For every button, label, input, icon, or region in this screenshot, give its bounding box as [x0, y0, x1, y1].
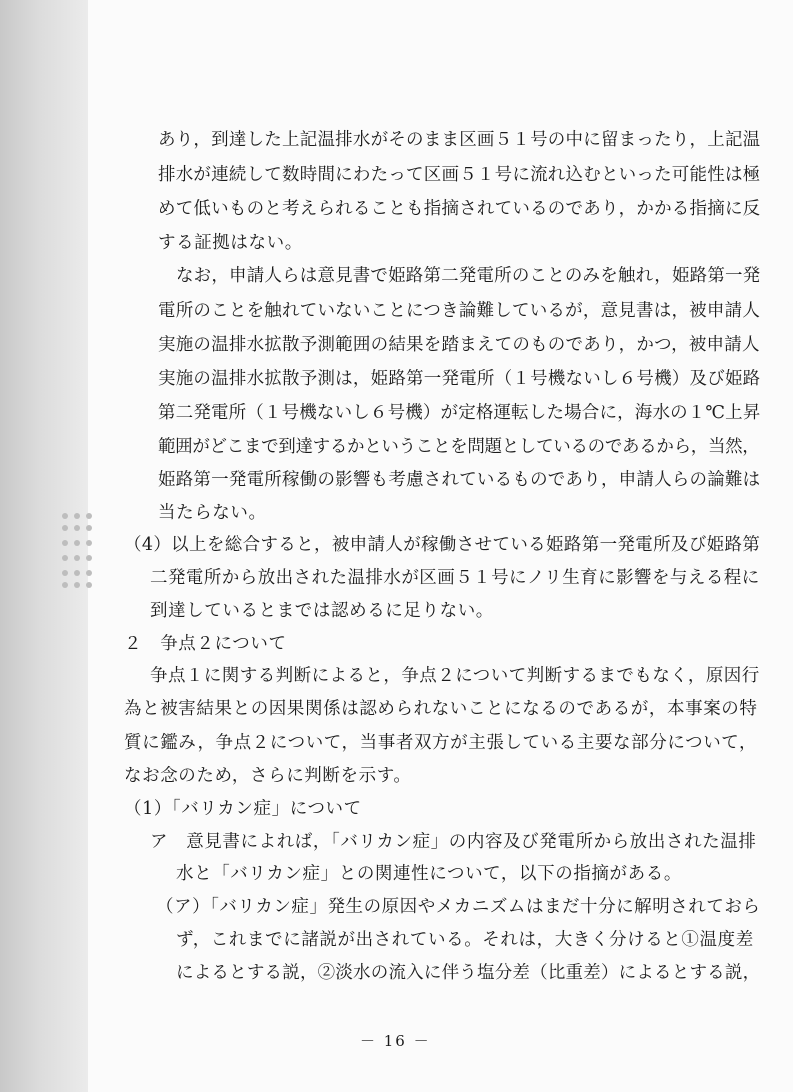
text-line: 為と被害結果との因果関係は認められないことになるのであるが，本事案の特 — [124, 699, 758, 719]
text-line: ア 意見書によれば，「バリカン症」の内容及び発電所から放出された温排 — [150, 832, 757, 852]
text-line: 水と「バリカン症」との関連性について，以下の指摘がある。 — [176, 864, 682, 884]
subsection-heading: （1）「バリカン症」について — [124, 799, 362, 819]
text-line: 姫路第一発電所稼働の影響も考慮されているものであり，申請人らの論難は — [158, 470, 761, 490]
text-line: 到達しているとまでは認めるに足りない。 — [150, 601, 494, 621]
text-line: 電所のことを触れていないことにつき論難しているが，意見書は，被申請人 — [158, 301, 761, 321]
text-line: 範囲がどこまで到達するかということを問題としているのであるから，当然， — [158, 437, 760, 457]
text-line: 排水が連続して数時間にわたって区画５１号に流れ込むといった可能性は極 — [158, 165, 761, 185]
text-line: 争点１に関する判断によると，争点２について判断するまでもなく，原因行 — [150, 666, 760, 686]
text-line: によるとする説，②淡水の流入に伴う塩分差（比重差）によるとする説， — [176, 963, 761, 983]
text-line: ず，これまでに諸説が出されている。それは，大きく分けると①温度差 — [176, 930, 754, 950]
text-line: めて低いものと考えられることも指摘されているのであり，かかる指摘に反 — [158, 199, 761, 219]
text-line: なお念のため，さらに判断を示す。 — [124, 766, 412, 786]
text-line: 実施の温排水拡散予測範囲の結果を踏まえてのものであり，かつ，被申請人 — [158, 335, 760, 355]
text-line: （ア）「バリカン症」発生の原因やメカニズムはまだ十分に解明されておら — [156, 897, 761, 917]
text-line: 質に鑑み，争点２について，当事者双方が主張している主要な部分について， — [124, 733, 758, 753]
text-line: 第二発電所（１号機ないし６号機）が定格運転した場合に，海水の１℃上昇 — [158, 403, 761, 423]
text-line: 二発電所から放出された温排水が区画５１号にノリ生育に影響を与える程に — [150, 568, 760, 588]
text-line: 当たらない。 — [158, 503, 267, 523]
page-number: － 16 － — [360, 1032, 431, 1050]
text-line: （4）以上を総合すると，被申請人が稼働させている姫路第一発電所及び姫路第 — [124, 535, 761, 555]
section-heading: ２ 争点２について — [124, 634, 287, 654]
text-line: する証拠はない。 — [158, 233, 303, 253]
text-line: あり，到達した上記温排水がそのまま区画５１号の中に留まったり，上記温 — [158, 130, 761, 150]
binding-shadow — [0, 0, 100, 1092]
text-line: 実施の温排水拡散予測は，姫路第一発電所（１号機ないし６号機）及び姫路 — [158, 369, 761, 389]
text-line: なお，申請人らは意見書で姫路第二発電所のことのみを触れ，姫路第一発 — [176, 266, 761, 286]
